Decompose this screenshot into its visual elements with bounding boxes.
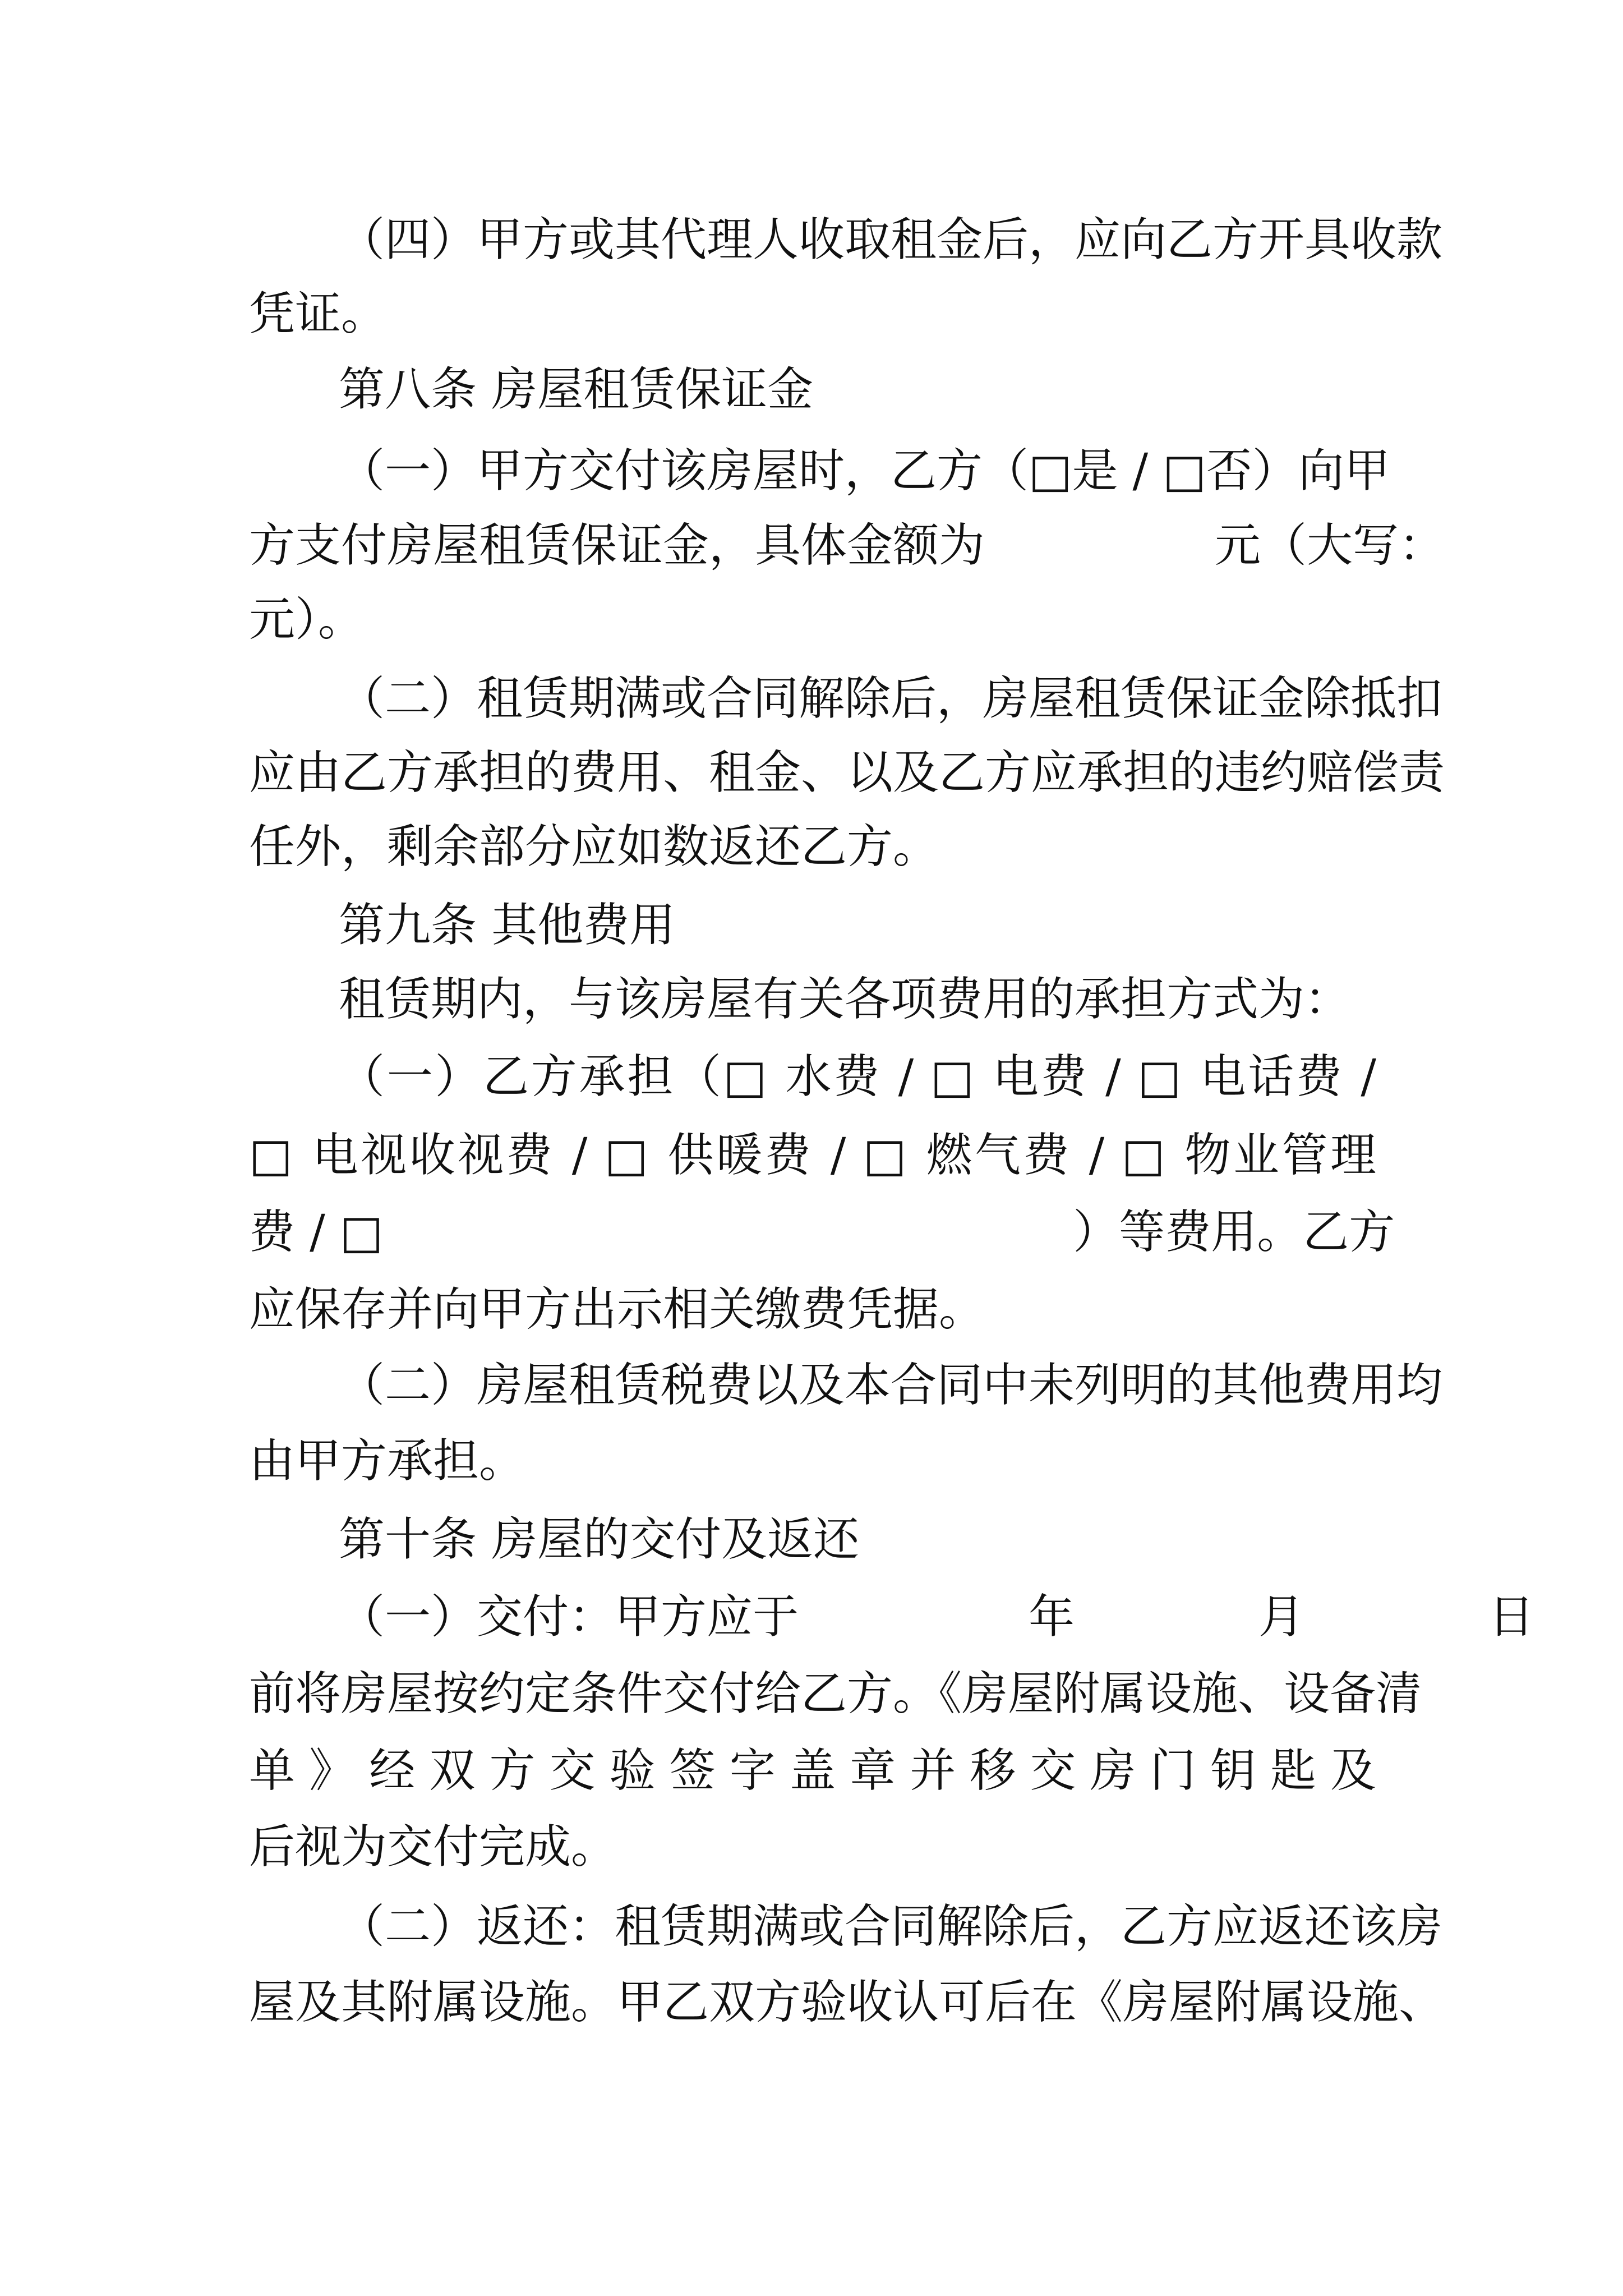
- paragraph-line: （一）交付：甲方应于 年 月 日: [339, 1590, 1535, 1644]
- paragraph-line: 租赁期内，与该房屋有关各项费用的承担方式为：: [339, 973, 1351, 1026]
- paragraph-line: （一）甲方交付该房屋时，乙方（□是 / □否）向甲: [339, 444, 1390, 498]
- paragraph-line: （一）乙方承担（□ 水费 / □ 电费 / □ 电话费 /: [339, 1050, 1376, 1103]
- paragraph-line: （二）返还：租赁期满或合同解除后，乙方应返还该房: [339, 1900, 1443, 1953]
- article-heading: 第九条 其他费用: [339, 899, 676, 952]
- paragraph-line: （二）租赁期满或合同解除后，房屋租赁保证金除抵扣: [339, 672, 1443, 725]
- paragraph-line: 屋及其附属设施。甲乙双方验收认可后在《房屋附属设施、: [249, 1976, 1445, 2029]
- paragraph-line: 应保存并向甲方出示相关缴费凭据。: [249, 1283, 985, 1336]
- paragraph-line: 方支付房屋租赁保证金，具体金额为 元（大写：: [249, 519, 1445, 572]
- paragraph-line: 费 / □ ）等费用。乙方: [249, 1205, 1395, 1259]
- paragraph-line: 元）。: [249, 593, 365, 646]
- paragraph-line: 前将房屋按约定条件交付给乙方。《房屋附属设施、设备清: [249, 1667, 1422, 1720]
- paragraph-line: 后视为交付完成。: [249, 1820, 617, 1874]
- paragraph-line: □ 电视收视费 / □ 供暖费 / □ 燃气费 / □ 物业管理: [249, 1129, 1377, 1182]
- paragraph-line: 凭证。: [249, 287, 388, 341]
- paragraph-line: 单》经双方交验签字盖章并移交房门钥匙及: [249, 1744, 1376, 1797]
- article-heading: 第十条 房屋的交付及返还: [339, 1513, 860, 1566]
- paragraph-line: （二）房屋租赁税费以及本合同中未列明的其他费用均: [339, 1359, 1443, 1412]
- paragraph-line: 任外，剩余部分应如数返还乙方。: [249, 820, 939, 873]
- paragraph-line: （四）甲方或其代理人收取租金后，应向乙方开具收款: [339, 213, 1443, 266]
- paragraph-line: 由甲方承担。: [249, 1434, 525, 1488]
- article-heading: 第八条 房屋租赁保证金: [339, 363, 814, 416]
- paragraph-line: 应由乙方承担的费用、租金、以及乙方应承担的违约赔偿责: [249, 746, 1445, 799]
